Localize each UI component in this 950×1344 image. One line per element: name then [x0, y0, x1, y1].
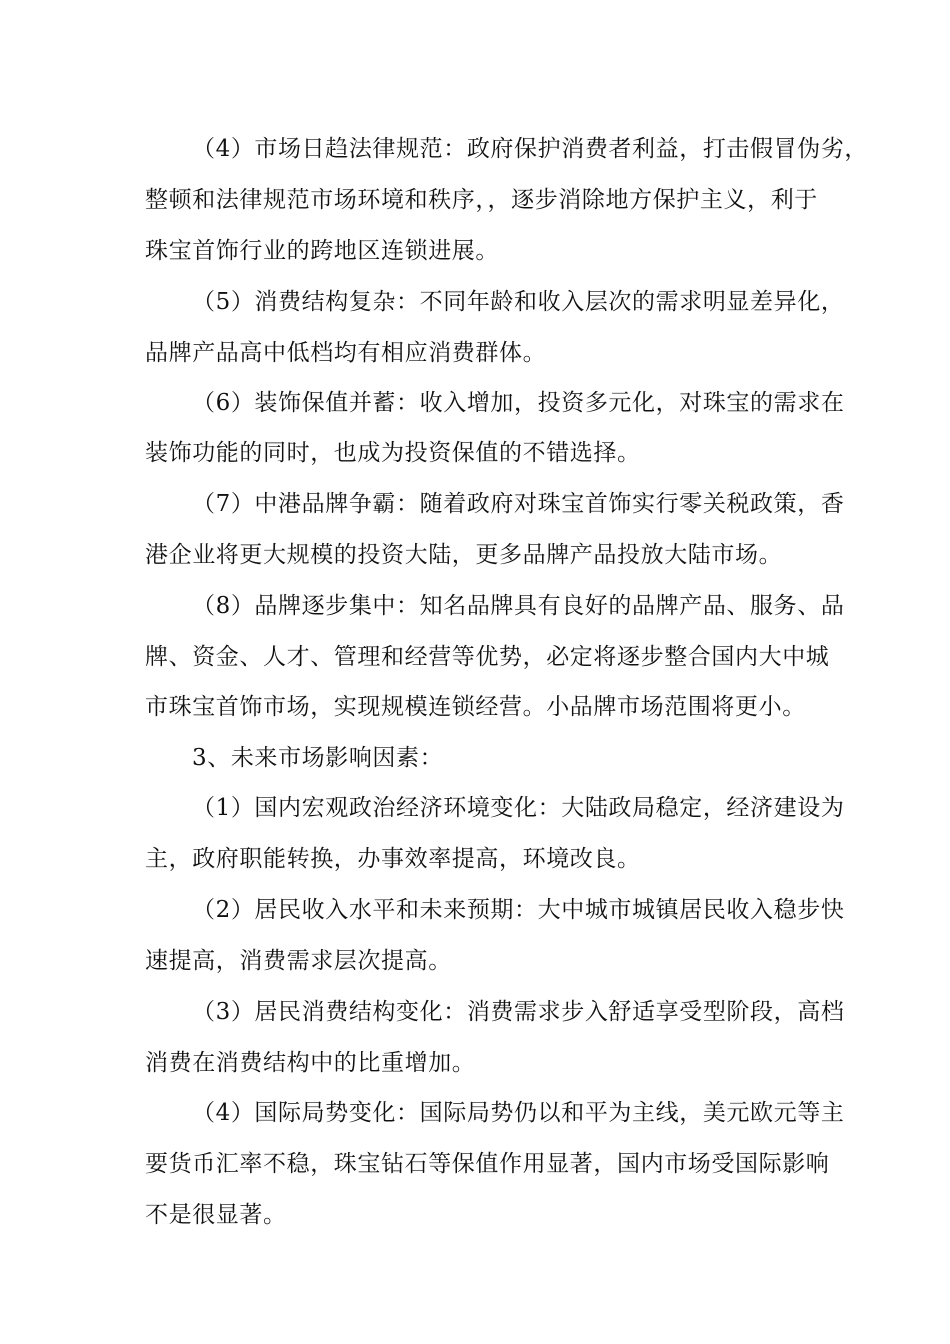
factor-4-international-line-2: 要货币汇率不稳，珠宝钻石等保值作用显著，国内市场受国际影响: [145, 1151, 830, 1177]
factor-4-international-line-1: （4）国际局势变化：国际局势仍以和平为主线，美元欧元等主: [192, 1100, 845, 1126]
paragraph-8-brand-concentration-line-1: （8）品牌逐步集中：知名品牌具有良好的品牌产品、服务、品: [192, 593, 845, 619]
paragraph-4-market-law-line-1: （4）市场日趋法律规范：政府保护消费者利益，打击假冒伪劣，: [192, 136, 869, 162]
paragraph-4-market-law-line-3: 珠宝首饰行业的跨地区连锁进展。: [145, 238, 499, 264]
factor-3-consumption-structure-line-1: （3）居民消费结构变化：消费需求步入舒适享受型阶段，高档: [192, 999, 845, 1025]
paragraph-8-brand-concentration-line-2: 牌、资金、人才、管理和经营等优势，必定将逐步整合国内大中城: [145, 644, 830, 670]
section-3-heading: 3、未来市场影响因素：: [192, 745, 444, 771]
factor-1-macro-line-2: 主，政府职能转换，办事效率提高，环境改良。: [145, 846, 641, 872]
paragraph-5-consumption-line-1: （5）消费结构复杂：不同年龄和收入层次的需求明显差异化，: [192, 289, 845, 315]
paragraph-8-brand-concentration-line-3: 市珠宝首饰市场，实现规模连锁经营。小品牌市场范围将更小。: [145, 694, 806, 720]
factor-4-international-line-3: 不是很显著。: [145, 1202, 287, 1228]
factor-1-macro-line-1: （1）国内宏观政治经济环境变化：大陆政局稳定，经济建设为: [192, 795, 845, 821]
factor-2-income-line-1: （2）居民收入水平和未来预期：大中城市城镇居民收入稳步快: [192, 897, 845, 923]
paragraph-7-brand-competition-line-2: 港企业将更大规模的投资大陆，更多品牌产品投放大陆市场。: [145, 542, 783, 568]
paragraph-5-consumption-line-2: 品牌产品高中低档均有相应消费群体。: [145, 340, 547, 366]
paragraph-7-brand-competition-line-1: （7）中港品牌争霸：随着政府对珠宝首饰实行零关税政策，香: [192, 491, 845, 517]
factor-2-income-line-2: 速提高，消费需求层次提高。: [145, 948, 452, 974]
paragraph-6-decoration-line-2: 装饰功能的同时，也成为投资保值的不错选择。: [145, 440, 641, 466]
paragraph-6-decoration-line-1: （6）装饰保值并蓄：收入增加，投资多元化，对珠宝的需求在: [192, 390, 845, 416]
factor-3-consumption-structure-line-2: 消费在消费结构中的比重增加。: [145, 1050, 476, 1076]
paragraph-4-market-law-line-2: 整顿和法律规范市场环境和秩序，，逐步消除地方保护主义，利于: [145, 187, 818, 213]
